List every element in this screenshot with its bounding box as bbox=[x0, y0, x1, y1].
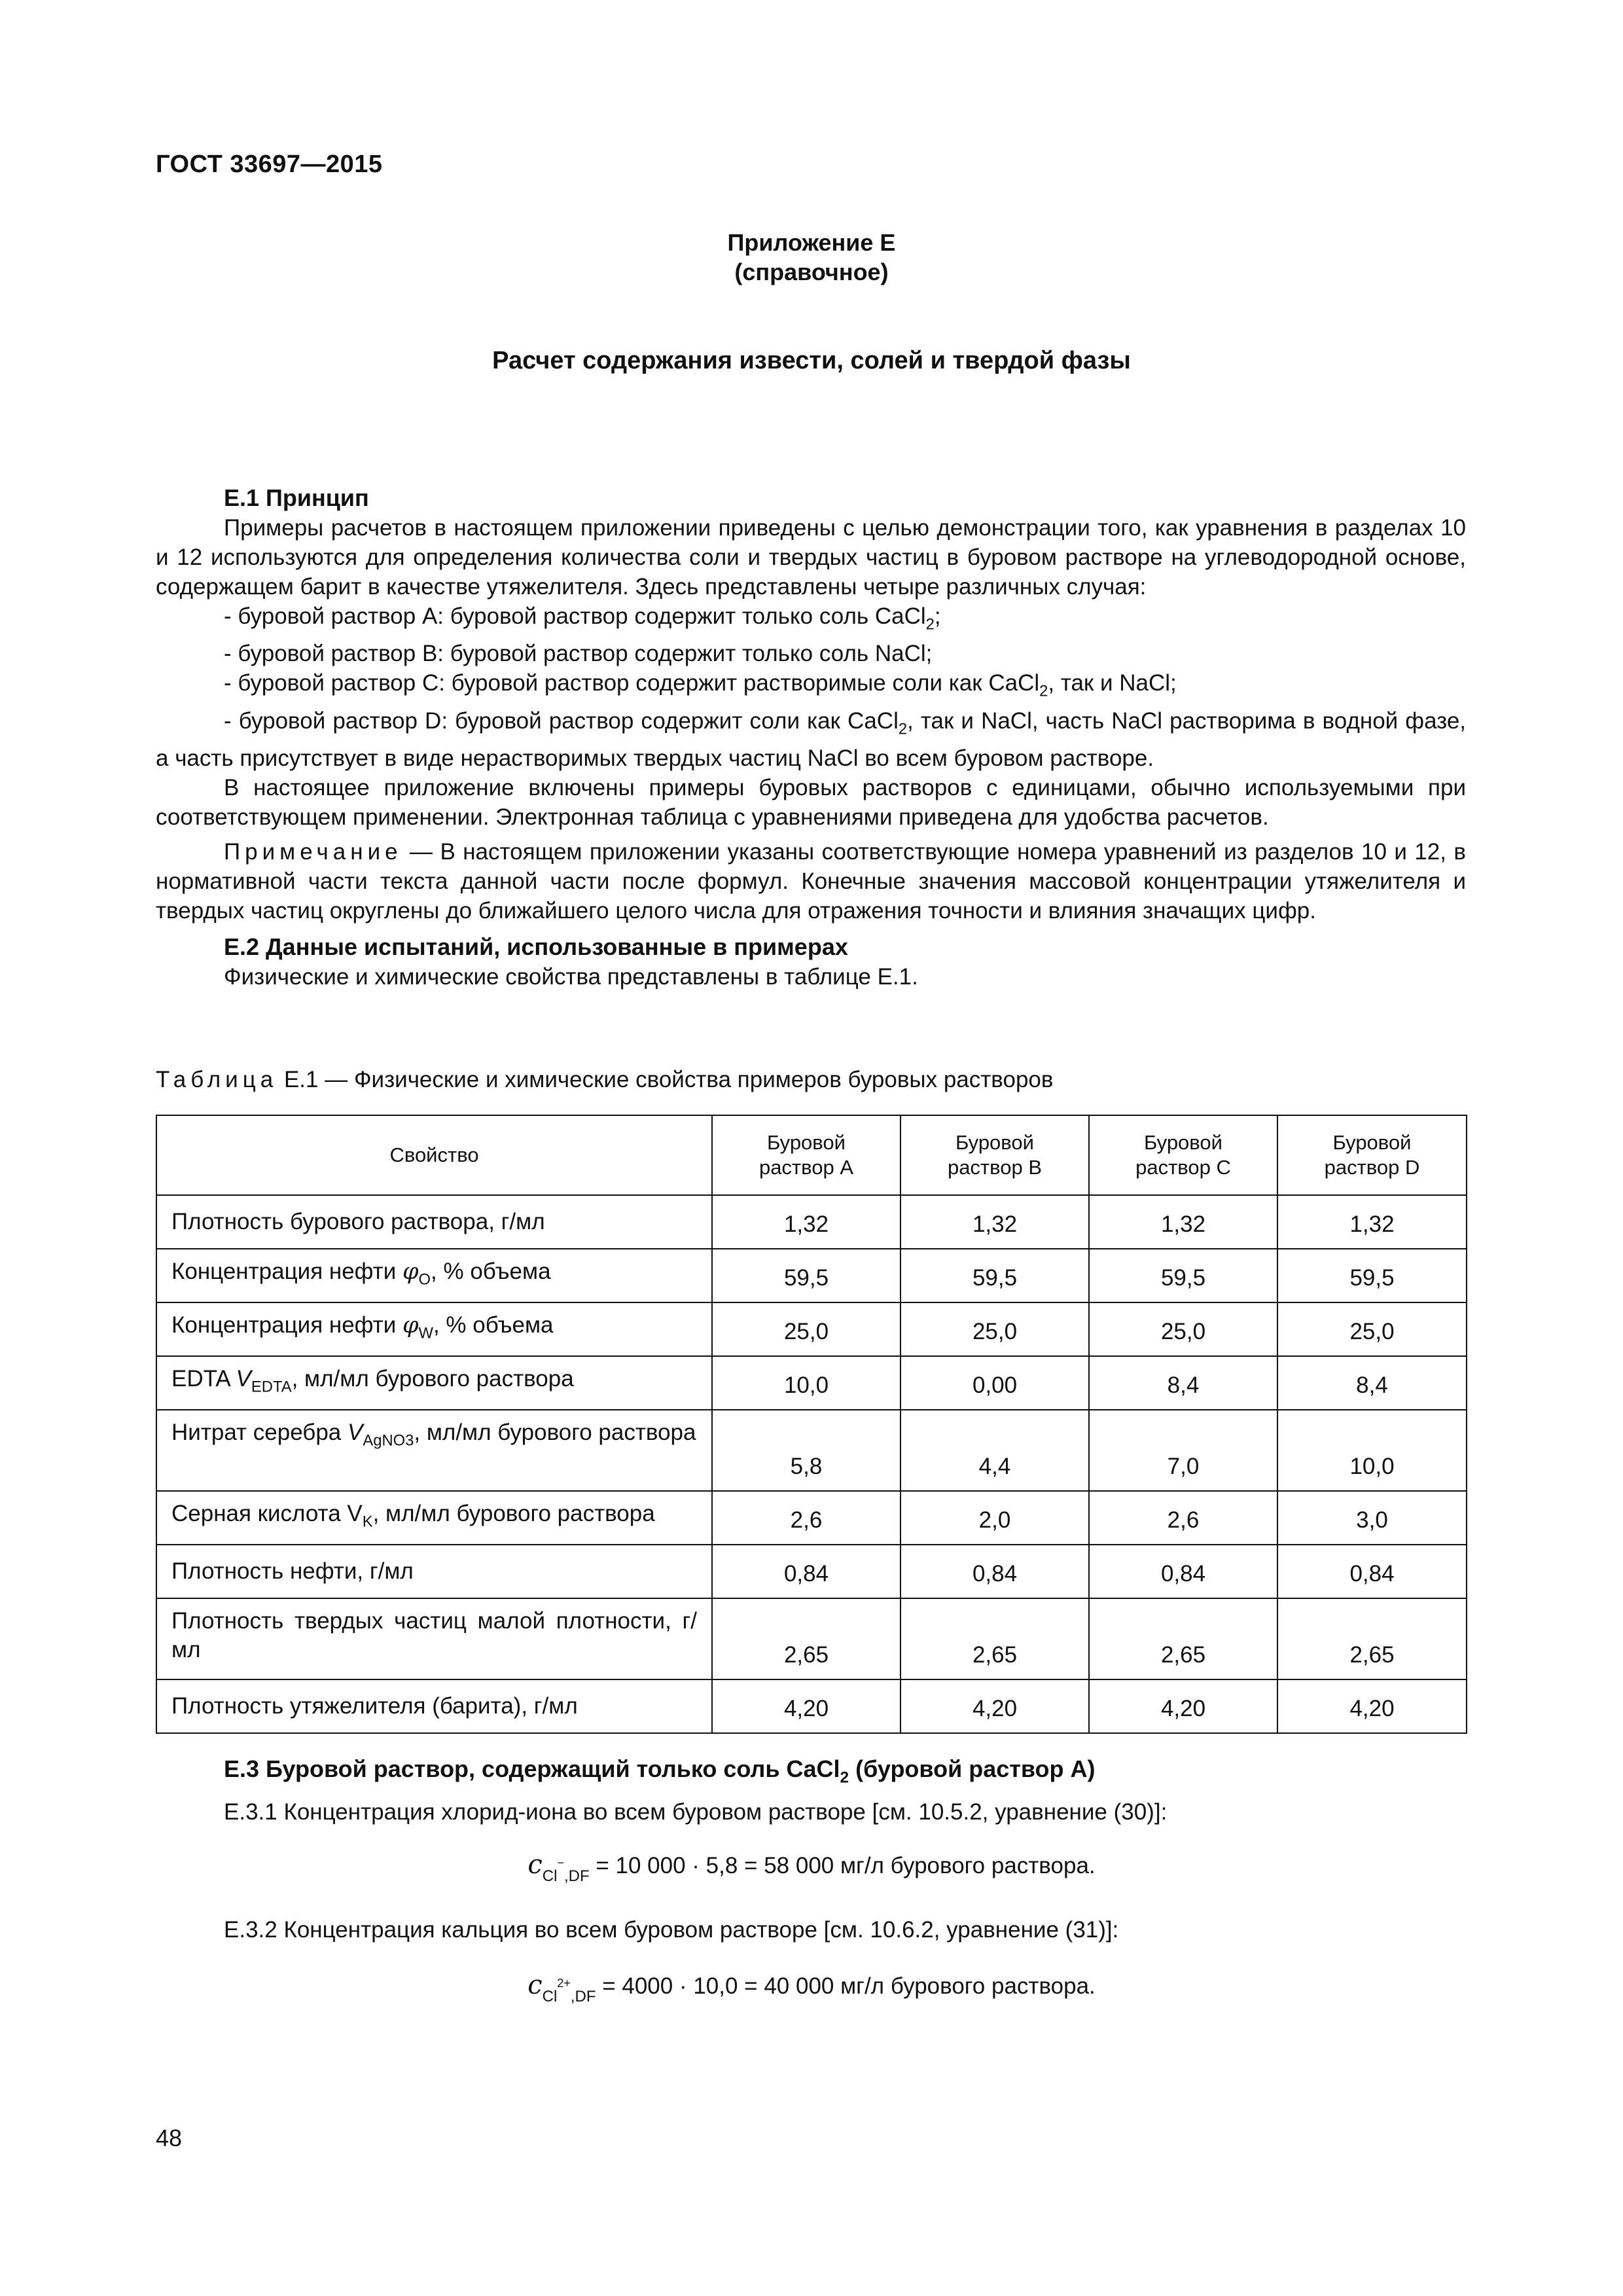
cell-b: 0,00 bbox=[901, 1356, 1089, 1410]
column-header: Буровой раствор В bbox=[901, 1115, 1089, 1195]
annex-type: (справочное) bbox=[734, 259, 889, 285]
paragraph: В настоящее приложение включены примеры буровых растворов с единицами, обычно используемыми при соответствующем применении. Электронная таблица с уравнениями приведена для удобства расчетов. bbox=[156, 774, 1466, 830]
note bbox=[156, 837, 1466, 925]
list-item: - буровой раствор А: буровой раствор содержит только соль CaCl$_2$; bbox=[224, 603, 941, 634]
cell-b: 4,4 bbox=[901, 1410, 1089, 1491]
cell-c: 59,5 bbox=[1089, 1249, 1277, 1302]
section-heading: Е.2 Данные испытаний, использованные в примерах bbox=[224, 933, 848, 960]
section-heading: Е.3 Буровой раствор, содержащий только соль CaCl$_2$ (буровой раствор А) bbox=[224, 1755, 1096, 1787]
note-text: — В настоящем приложении указаны соответствующие номера уравнений из разделов 10 и 12, в нормативной части текста данной части после формул. Конечные значения массовой концентрации утяжелителя и твердых частиц округлены до ближайшего целого числа для отражения точности и влияния значащих цифр. bbox=[156, 838, 1466, 924]
cell-d: 59,5 bbox=[1277, 1249, 1467, 1302]
cell-c: 0,84 bbox=[1089, 1545, 1277, 1598]
page-number: 48 bbox=[156, 2125, 183, 2151]
row-label: Серная кислота $V_K$, мл/мл бурового раствора bbox=[156, 1491, 712, 1545]
table-row bbox=[156, 1491, 1467, 1545]
cell-b: 2,0 bbox=[901, 1491, 1089, 1545]
cell-c: 1,32 bbox=[1089, 1195, 1277, 1249]
cell-c: 25,0 bbox=[1089, 1302, 1277, 1356]
formula-chloride: $c_{Cl}^-_{,DF} = 10$ 000 · 5,8 = 58 000 мг/л бурового раствора. bbox=[527, 1850, 1096, 1885]
cell-a: 2,65 bbox=[712, 1598, 901, 1679]
cell-d: 10,0 bbox=[1277, 1410, 1467, 1491]
table-row bbox=[156, 1356, 1467, 1410]
row-label: Плотность нефти, г/мл bbox=[156, 1545, 712, 1598]
cell-b: 1,32 bbox=[901, 1195, 1089, 1249]
cell-b: 59,5 bbox=[901, 1249, 1089, 1302]
table-row bbox=[156, 1545, 1467, 1598]
cell-c: 2,65 bbox=[1089, 1598, 1277, 1679]
cell-b: 25,0 bbox=[901, 1302, 1089, 1356]
row-label: Нитрат серебра $V_{AgNO3}$, мл/мл бурового раствора bbox=[156, 1410, 712, 1491]
cell-c: 7,0 bbox=[1089, 1410, 1277, 1491]
paragraph: Е.3.2 Концентрация кальция во всем буровом растворе [см. 10.6.2, уравнение (31)]: bbox=[224, 1917, 1119, 1943]
row-label: Плотность бурового раствора, г/мл bbox=[156, 1195, 712, 1249]
annex-title: Расчет содержания извести, солей и твердой фазы bbox=[492, 347, 1131, 374]
cell-b: 4,20 bbox=[901, 1679, 1089, 1733]
cell-a: 0,84 bbox=[712, 1545, 901, 1598]
document-id: ГОСТ 33697—2015 bbox=[156, 151, 383, 178]
annex-label: Приложение Е bbox=[727, 229, 896, 256]
cell-d: 0,84 bbox=[1277, 1545, 1467, 1598]
cell-d: 8,4 bbox=[1277, 1356, 1467, 1410]
cell-a: 59,5 bbox=[712, 1249, 901, 1302]
table-header-row bbox=[156, 1115, 1467, 1195]
column-header: Буровой раствор А bbox=[712, 1115, 901, 1195]
cell-d: 2,65 bbox=[1277, 1598, 1467, 1679]
section-e3 bbox=[156, 1754, 1466, 1827]
row-label: Плотность твердых частиц малой плотности, г/мл bbox=[156, 1598, 712, 1679]
formula-calcium: $c_{Cl}^{2+}_{,DF} = 4000 \cdot 10,0 = 40$ 000 мг/л бурового раствора. bbox=[527, 1970, 1096, 2005]
cell-a: 4,20 bbox=[712, 1679, 901, 1733]
paragraph: Е.3.1 Концентрация хлорид-иона во всем буровом растворе [см. 10.5.2, уравнение (30)]: bbox=[224, 1799, 1168, 1825]
table-row bbox=[156, 1302, 1467, 1356]
list-item: - буровой раствор С: буровой раствор содержит растворимые соли как CaCl$_2$, так и NaCl; bbox=[224, 670, 1177, 700]
cell-a: 2,6 bbox=[712, 1491, 901, 1545]
cell-a: 5,8 bbox=[712, 1410, 901, 1491]
cell-c: 2,6 bbox=[1089, 1491, 1277, 1545]
cell-a: 25,0 bbox=[712, 1302, 901, 1356]
table-row bbox=[156, 1410, 1467, 1491]
section-e1 bbox=[156, 483, 1466, 992]
table-row bbox=[156, 1598, 1467, 1679]
table-row bbox=[156, 1679, 1467, 1733]
paragraph: Примеры расчетов в настоящем приложении приведены с целью демонстрации того, как уравнения в разделах 10 и 12 используются для определения количества соли и твердых частиц в буровом растворе на углеводородной основе, содержащем барит в качестве утяжелителя. Здесь представлены четыре различных случая: bbox=[156, 515, 1466, 600]
cell-b: 0,84 bbox=[901, 1545, 1089, 1598]
cell-d: 4,20 bbox=[1277, 1679, 1467, 1733]
row-label: Плотность утяжелителя (барита), г/мл bbox=[156, 1679, 712, 1733]
paragraph: Физические и химические свойства представлены в таблице Е.1. bbox=[224, 963, 918, 990]
cell-d: 3,0 bbox=[1277, 1491, 1467, 1545]
row-label: Концентрация нефти $\varphi_O$, % объема bbox=[156, 1249, 712, 1302]
paragraph-e32 bbox=[156, 1915, 1466, 1945]
cell-b: 2,65 bbox=[901, 1598, 1089, 1679]
cell-a: 1,32 bbox=[712, 1195, 901, 1249]
cell-a: 10,0 bbox=[712, 1356, 901, 1410]
list-item: - буровой раствор D: буровой раствор содержит соли как CaCl$_2$, так и NaCl, часть NaCl растворима в водной фазе, а часть присутствует в виде нерастворимых твердых частиц NaCl во всем буровом растворе. bbox=[156, 708, 1467, 771]
column-header: Буровой раствор С bbox=[1089, 1115, 1277, 1195]
column-header: Свойство bbox=[156, 1115, 712, 1195]
cell-d: 25,0 bbox=[1277, 1302, 1467, 1356]
row-label: Концентрация нефти $\varphi_W$, % объема bbox=[156, 1302, 712, 1356]
cell-c: 8,4 bbox=[1089, 1356, 1277, 1410]
table-caption: Таблица Е.1 — Физические и химические свойства примеров буровых растворов bbox=[156, 1067, 1054, 1092]
note-label: Примечание bbox=[224, 838, 402, 865]
properties-table bbox=[156, 1115, 1467, 1734]
list-item: - буровой раствор В: буровой раствор содержит только соль NaCl; bbox=[224, 641, 933, 667]
cell-d: 1,32 bbox=[1277, 1195, 1467, 1249]
row-label: EDTA $V_{EDTA}$, мл/мл бурового раствора bbox=[156, 1356, 712, 1410]
table-row bbox=[156, 1195, 1467, 1249]
table-row bbox=[156, 1249, 1467, 1302]
section-heading: Е.1 Принцип bbox=[224, 484, 369, 511]
column-header: Буровой раствор D bbox=[1277, 1115, 1467, 1195]
cell-c: 4,20 bbox=[1089, 1679, 1277, 1733]
